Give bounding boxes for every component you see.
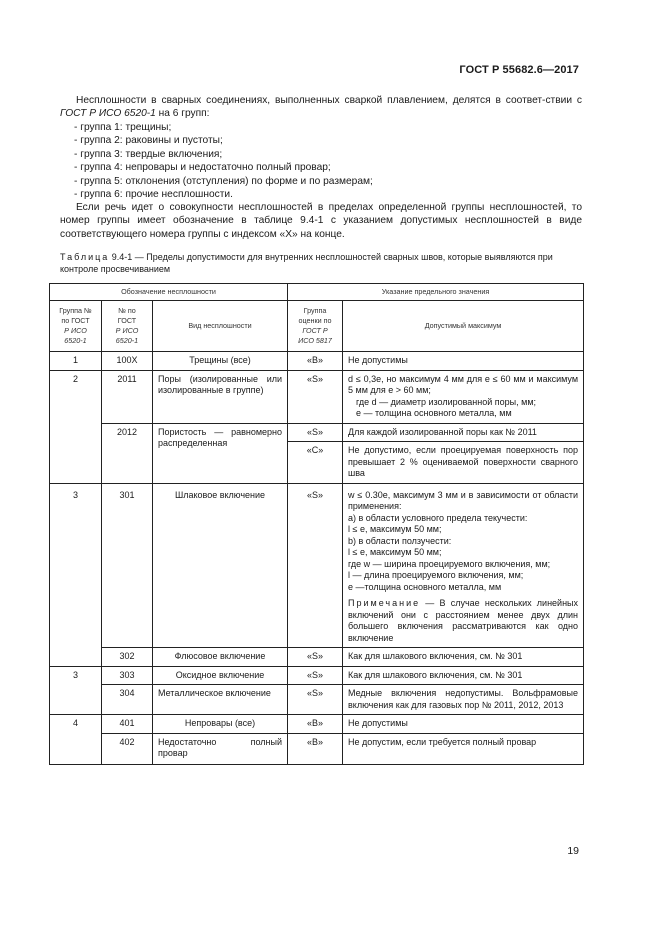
list-item: - группа 2: раковины и пустоты; xyxy=(74,135,223,147)
cell-limit: Не допустимы xyxy=(343,352,584,371)
table-row xyxy=(50,423,584,442)
paragraph-text: Если речь идет о совокупности несплошностей в пределах определенной группы несплошностей, то номер группы имеет обозначение в таблице 9.4-1 с указанием допустимых несплошностей в виде соответствующего номера группы с индексом «Х» на конце. xyxy=(60,202,582,240)
cell-kind: Оксидное включение xyxy=(153,666,288,685)
cell-grade: «B» xyxy=(288,733,343,764)
table-caption xyxy=(60,252,584,275)
cell-kind: Трещины (все) xyxy=(153,352,288,371)
cell-limit: Как для шлакового включения, см. № 301 xyxy=(343,648,584,667)
header-grade: Группа оценки по ГОСТ Р ИСО 5817 xyxy=(288,301,343,352)
cell-group: 3 xyxy=(50,483,102,666)
cell-grade: «S» xyxy=(288,483,343,648)
cell-grade: «S» xyxy=(288,666,343,685)
cell-kind: Недостаточно полный провар xyxy=(153,733,288,764)
table-row xyxy=(50,733,584,764)
second-paragraph xyxy=(60,201,582,241)
cell-limit: Не допустим, если требуется полный провар xyxy=(343,733,584,764)
cell-grade: «B» xyxy=(288,352,343,371)
tolerance-table xyxy=(49,283,584,765)
cell-limit: w ≤ 0.30e, максимум 3 мм и в зависимости от области применения: а) в области условного предела текучести: l ≤ e, максимум 50 мм; b) в области ползучести: l ≤ e, максимум 50 мм; где w — ширина проецируемого включения, мм; l — длина проецируемого включения, мм; e —толщина основного металла, мм Примечание — В случае нескольких линейных включений они с расстоянием менее двух длин большего включения рассматриваются как одно включение xyxy=(343,483,584,648)
cell-limit: Не допустимы xyxy=(343,715,584,734)
cell-number: 303 xyxy=(102,666,153,685)
page-number: 19 xyxy=(567,845,579,857)
table-header-row xyxy=(50,284,584,301)
list-item: - группа 5: отклонения (отступления) по форме и по размерам; xyxy=(74,175,373,187)
standard-reference: ГОСТ Р ИСО 6520-1 xyxy=(60,108,156,120)
cell-grade: «S» xyxy=(288,685,343,715)
cell-kind: Металлическое включение xyxy=(153,685,288,715)
cell-grade: «C» xyxy=(288,442,343,484)
list-item: - группа 4: непровары и недостаточно полный провар; xyxy=(74,162,331,174)
standard-code: ГОСТ Р 55682.6—2017 xyxy=(459,64,579,76)
table-row xyxy=(50,352,584,371)
cell-number: 100X xyxy=(102,352,153,371)
cell-number: 2011 xyxy=(102,370,153,423)
header-designation: Обозначение несплошности xyxy=(50,284,288,301)
table-row xyxy=(50,370,584,423)
header-limit: Указание предельного значения xyxy=(288,284,584,301)
cell-kind: Пористость — равномерно распределенная xyxy=(153,423,288,483)
cell-limit: Как для шлакового включения, см. № 301 xyxy=(343,666,584,685)
cell-kind: Флюсовое включение xyxy=(153,648,288,667)
cell-number: 402 xyxy=(102,733,153,764)
cell-number: 2012 xyxy=(102,423,153,483)
table-row xyxy=(50,685,584,715)
cell-kind: Шлаковое включение xyxy=(153,483,288,648)
header-group: Группа № по ГОСТ Р ИСО 6520-1 xyxy=(50,301,102,352)
cell-group: 4 xyxy=(50,715,102,765)
cell-grade: «S» xyxy=(288,648,343,667)
intro-text: Несплошности в сварных соединениях, выполненных сваркой плавлением, делятся в соответ- xyxy=(76,95,546,106)
table-row xyxy=(50,715,584,734)
cell-grade: «B» xyxy=(288,715,343,734)
cell-grade: «S» xyxy=(288,370,343,423)
intro-paragraph xyxy=(60,94,582,121)
list-item: - группа 6: прочие несплошности. xyxy=(74,189,233,201)
table-subheader-row xyxy=(50,301,584,352)
cell-number: 304 xyxy=(102,685,153,715)
cell-number: 302 xyxy=(102,648,153,667)
cell-number: 301 xyxy=(102,483,153,648)
table-row xyxy=(50,666,584,685)
header-max: Допустимый максимум xyxy=(343,301,584,352)
cell-group: 3 xyxy=(50,666,102,715)
intro-text-end: на 6 групп: xyxy=(155,108,210,120)
cell-grade: «S» xyxy=(288,423,343,442)
header-number: № по ГОСТ Р ИСО 6520-1 xyxy=(102,301,153,352)
caption-label: Таблица xyxy=(60,252,110,262)
cell-limit: Не допустимо, если проецируемая поверхность пор превышает 2 % оцениваемой поверхности сварного шва xyxy=(343,442,584,484)
groups-list xyxy=(74,121,373,201)
table-note: Примечание — В случае нескольких линейных включений они с расстоянием менее двух длин большего включения рассматриваются как одно включение xyxy=(348,598,579,643)
table-row xyxy=(50,483,584,648)
cell-group: 1 xyxy=(50,352,102,371)
list-item: - группа 1: трещины; xyxy=(74,122,172,133)
cell-kind: Поры (изолированные или изолированные в группе) xyxy=(153,370,288,423)
caption-text: 9.4-1 — Пределы допустимости для внутренних несплошностей сварных швов, которые выявляются при контроле просвечиванием xyxy=(60,252,553,274)
cell-limit: Для каждой изолированной поры как № 2011 xyxy=(343,423,584,442)
table-row xyxy=(50,648,584,667)
cell-group: 2 xyxy=(50,370,102,483)
cell-limit: d ≤ 0,3e, но максимум 4 мм для e ≤ 60 мм и максимум 5 мм для e > 60 мм; где d — диаметр изолированной поры, мм; e — толщина основного металла, мм xyxy=(343,370,584,423)
list-item: - группа 3: твердые включения; xyxy=(74,148,223,160)
cell-limit: Медные включения недопустимы. Вольфрамовые включения как для газовых пор № 2011, 2012, 2013 xyxy=(343,685,584,715)
cell-number: 401 xyxy=(102,715,153,734)
intro-text-cont: ствии с xyxy=(545,95,582,106)
cell-kind: Непровары (все) xyxy=(153,715,288,734)
header-kind: Вид несплошности xyxy=(153,301,288,352)
